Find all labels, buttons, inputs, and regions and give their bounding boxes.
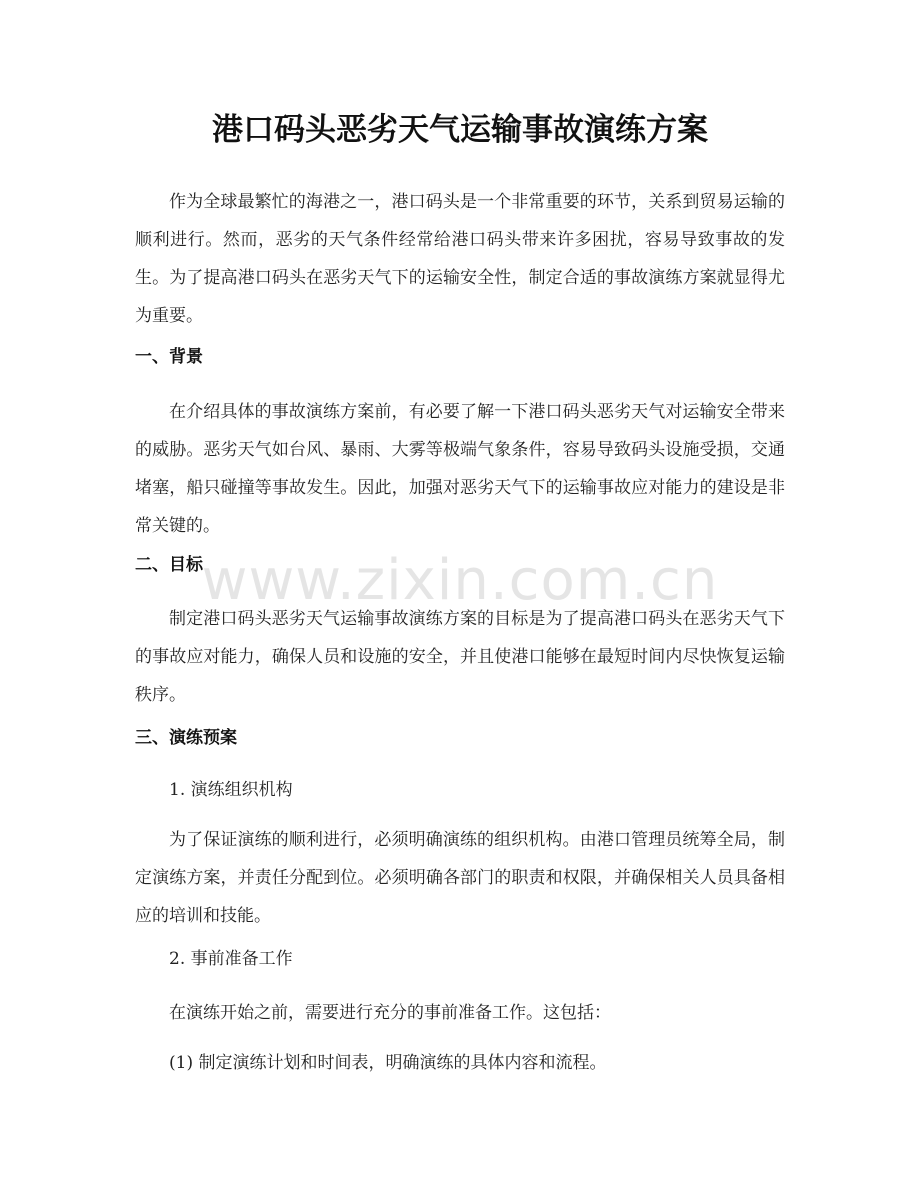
section-heading-goal: 二、目标: [135, 555, 203, 575]
section-heading-drill-plan: 三、演练预案: [135, 728, 237, 748]
subsection-body-preparation: 在演练开始之前，需要进行充分的事前准备工作。这包括：: [169, 1003, 611, 1023]
subsection-body-organization: 为了保证演练的顺利进行，必须明确演练的组织机构。由港口管理员统筹全局，制定演练方案，并责任分配到位。必须明确各部门的职责和权限，并确保相关人员具备相应的培训和技能。: [135, 830, 785, 926]
watermark-text: www.zixin.com.cn: [201, 548, 719, 613]
subsection-label-preparation: 2. 事前准备工作: [169, 949, 293, 969]
intro-paragraph: 作为全球最繁忙的海港之一，港口码头是一个非常重要的环节，关系到贸易运输的顺利进行。然而，恶劣的天气条件经常给港口码头带来许多困扰，容易导致事故的发生。为了提高港口码头在恶劣天气下的运输安全性，制定合适的事故演练方案就显得尤为重要。: [135, 192, 785, 326]
preparation-list-item: (1) 制定演练计划和时间表，明确演练的具体内容和流程。: [169, 1053, 607, 1073]
section-heading-background: 一、背景: [135, 347, 203, 367]
section-body-background: 在介绍具体的事故演练方案前，有必要了解一下港口码头恶劣天气对运输安全带来的威胁。恶劣天气如台风、暴雨、大雾等极端气象条件，容易导致码头设施受损，交通堵塞，船只碰撞等事故发生。因此，加强对恶劣天气下的运输事故应对能力的建设是非常关键的。: [135, 402, 785, 536]
section-body-goal: 制定港口码头恶劣天气运输事故演练方案的目标是为了提高港口码头在恶劣天气下的事故应对能力，确保人员和设施的安全，并且使港口能够在最短时间内尽快恢复运输秩序。: [135, 609, 785, 705]
subsection-label-organization: 1. 演练组织机构: [169, 780, 293, 800]
document-title: 港口码头恶劣天气运输事故演练方案: [212, 112, 708, 148]
